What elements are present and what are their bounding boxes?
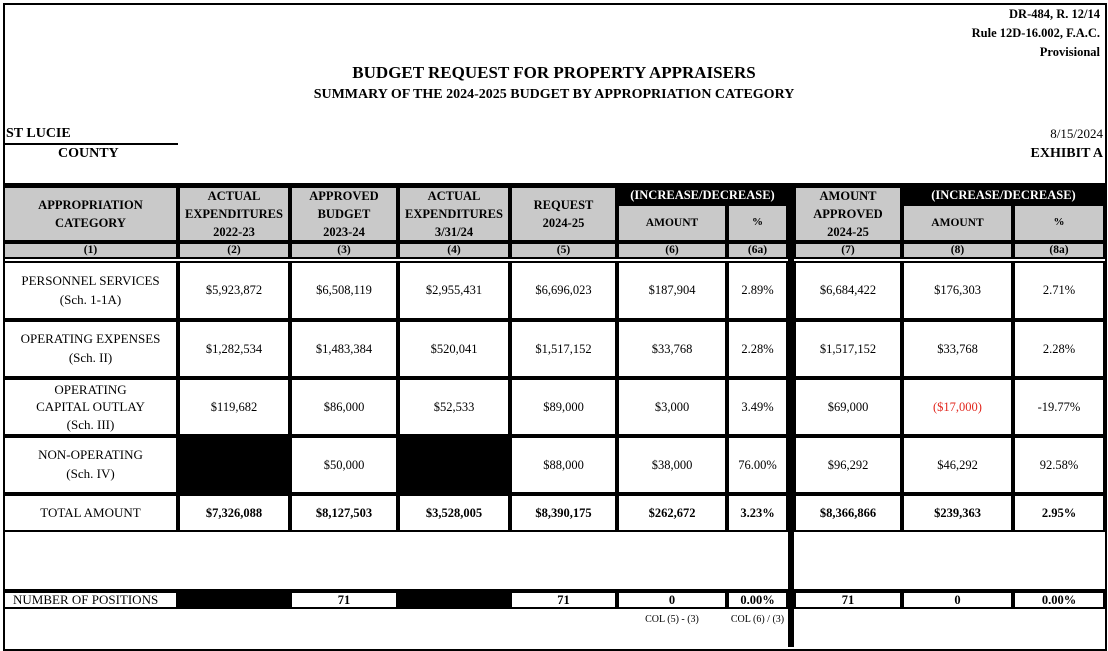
row-personnel-actual-2024: $2,955,431 — [398, 261, 510, 320]
row-capital-label: OPERATING CAPITAL OUTLAY (Sch. III) — [3, 378, 178, 436]
row-capital-amount-approved: $69,000 — [794, 378, 902, 436]
row-operating-increase: $33,768 — [617, 320, 727, 378]
colnum-7: (7) — [794, 242, 902, 259]
row-capital-request: $89,000 — [510, 378, 617, 436]
note-col-6: COL (5) - (3) — [645, 614, 699, 625]
row-operating-label: OPERATING EXPENSES (Sch. II) — [3, 320, 178, 378]
positions-increase: 0 — [617, 591, 727, 609]
row-nonoperating-approved: $50,000 — [290, 436, 398, 494]
page-subtitle: SUMMARY OF THE 2024-2025 BUDGET BY APPROPRIATION CATEGORY — [313, 87, 795, 102]
colnum-6: (6) — [617, 242, 727, 259]
form-rule: Rule 12D-16.002, F.A.C. — [971, 26, 1100, 40]
row-operating-actual-2022: $1,282,534 — [178, 320, 290, 378]
row-capital-actual-2024: $52,533 — [398, 378, 510, 436]
row-capital-approved: $86,000 — [290, 378, 398, 436]
row-personnel-increase-2: $176,303 — [902, 261, 1013, 320]
header-request: REQUEST 2024-25 — [510, 186, 617, 242]
row-personnel-request: $6,696,023 — [510, 261, 617, 320]
row-personnel-actual-2022: $5,923,872 — [178, 261, 290, 320]
row-operating-amount-approved: $1,517,152 — [794, 320, 902, 378]
header-amount-8: AMOUNT — [902, 204, 1013, 242]
county-label: COUNTY — [58, 146, 119, 161]
positions-increase-2: 0 — [902, 591, 1013, 609]
row-personnel-approved: $6,508,119 — [290, 261, 398, 320]
row-capital-actual-2022: $119,682 — [178, 378, 290, 436]
form-status: Provisional — [1039, 45, 1100, 59]
row-nonoperating-amount-approved: $96,292 — [794, 436, 902, 494]
colnum-5: (5) — [510, 242, 617, 259]
colnum-4: (4) — [398, 242, 510, 259]
row-nonoperating-actual-2022-blacked — [178, 436, 290, 494]
county-name: ST LUCIE — [6, 126, 71, 141]
total-actual-2024: $3,528,005 — [398, 494, 510, 532]
colnum-2: (2) — [178, 242, 290, 259]
header-approved-budget: APPROVED BUDGET 2023-24 — [290, 186, 398, 242]
row-operating-request: $1,517,152 — [510, 320, 617, 378]
header-actual-2024: ACTUAL EXPENDITURES 3/31/24 — [398, 186, 510, 242]
page-title: BUDGET REQUEST FOR PROPERTY APPRAISERS — [352, 63, 756, 82]
row-personnel-increase: $187,904 — [617, 261, 727, 320]
row-personnel-label: PERSONNEL SERVICES (Sch. 1-1A) — [3, 261, 178, 320]
colnum-8a: (8a) — [1013, 242, 1105, 259]
total-request: $8,390,175 — [510, 494, 617, 532]
header-increase-decrease-2: (INCREASE/DECREASE) — [902, 186, 1105, 204]
positions-request: 71 — [510, 591, 617, 609]
total-approved: $8,127,503 — [290, 494, 398, 532]
colnum-1: (1) — [3, 242, 178, 259]
header-category: APPROPRIATION CATEGORY — [3, 186, 178, 242]
note-col-6a: COL (6) / (3) — [730, 614, 785, 625]
header-amount-6: AMOUNT — [617, 204, 727, 242]
colnum-6a: (6a) — [727, 242, 788, 259]
row-nonoperating-actual-2024-blacked — [398, 436, 510, 494]
report-date: 8/15/2024 — [1050, 126, 1103, 141]
header-amount-approved: AMOUNT APPROVED 2024-25 — [794, 186, 902, 242]
positions-increase-pct: 0.00% — [727, 591, 788, 609]
colnum-8: (8) — [902, 242, 1013, 259]
row-nonoperating-request: $88,000 — [510, 436, 617, 494]
positions-actual-2024-blacked — [398, 591, 510, 609]
row-personnel-amount-approved: $6,684,422 — [794, 261, 902, 320]
row-operating-actual-2024: $520,041 — [398, 320, 510, 378]
row-personnel-increase-pct-2: 2.71% — [1013, 261, 1105, 320]
row-capital-increase-2: ($17,000) — [902, 378, 1013, 436]
row-operating-increase-pct: 2.28% — [727, 320, 788, 378]
positions-actual-2022-blacked — [178, 591, 290, 609]
colnum-3: (3) — [290, 242, 398, 259]
total-label: TOTAL AMOUNT — [3, 494, 178, 532]
county-underline — [3, 143, 178, 145]
header-percent-6a: % — [727, 204, 788, 242]
total-amount-approved: $8,366,866 — [794, 494, 902, 532]
row-operating-approved: $1,483,384 — [290, 320, 398, 378]
row-operating-increase-2: $33,768 — [902, 320, 1013, 378]
total-increase: $262,672 — [617, 494, 727, 532]
header-increase-decrease-1: (INCREASE/DECREASE) — [617, 186, 788, 204]
form-number: DR-484, R. 12/14 — [1009, 7, 1100, 21]
row-nonoperating-increase-pct-2: 92.58% — [1013, 436, 1105, 494]
row-capital-increase-pct: 3.49% — [727, 378, 788, 436]
positions-approved: 71 — [290, 591, 398, 609]
total-actual-2022: $7,326,088 — [178, 494, 290, 532]
row-nonoperating-increase: $38,000 — [617, 436, 727, 494]
row-personnel-increase-pct: 2.89% — [727, 261, 788, 320]
row-capital-increase-pct-2: -19.77% — [1013, 378, 1105, 436]
row-operating-increase-pct-2: 2.28% — [1013, 320, 1105, 378]
total-increase-pct-2: 2.95% — [1013, 494, 1105, 532]
positions-increase-pct-2: 0.00% — [1013, 591, 1105, 609]
header-actual-2022: ACTUAL EXPENDITURES 2022-23 — [178, 186, 290, 242]
row-capital-increase: $3,000 — [617, 378, 727, 436]
row-nonoperating-label: NON-OPERATING (Sch. IV) — [3, 436, 178, 494]
exhibit-label: EXHIBIT A — [1030, 146, 1103, 161]
positions-label: NUMBER OF POSITIONS — [3, 591, 178, 609]
positions-amount-approved: 71 — [794, 591, 902, 609]
header-percent-8a: % — [1013, 204, 1105, 242]
row-nonoperating-increase-pct: 76.00% — [727, 436, 788, 494]
total-increase-pct: 3.23% — [727, 494, 788, 532]
total-increase-2: $239,363 — [902, 494, 1013, 532]
row-nonoperating-increase-2: $46,292 — [902, 436, 1013, 494]
